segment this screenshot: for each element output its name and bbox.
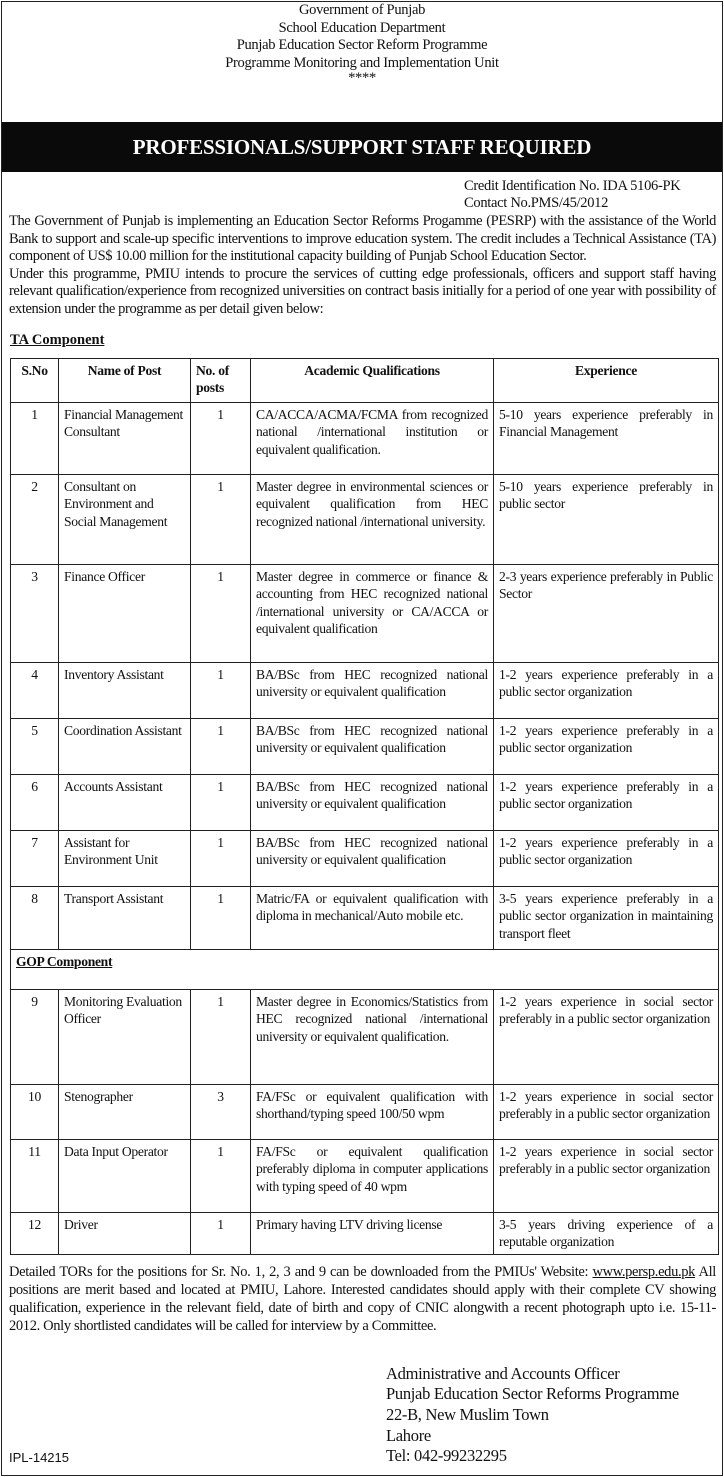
- posts-table: [10, 358, 719, 1255]
- table-row: [11, 564, 719, 662]
- signature-block: [386, 1364, 679, 1467]
- qualification: BA/BSc from HEC recognized national university or equivalent qualification: [251, 830, 494, 886]
- city: Lahore: [386, 1425, 431, 1445]
- qualification: BA/BSc from HEC recognized national university or equivalent qualification: [251, 662, 494, 718]
- title-banner: PROFESSIONALS/SUPPORT STAFF REQUIRED: [2, 122, 722, 172]
- qualification: BA/BSc from HEC recognized national university or equivalent qualification: [251, 774, 494, 830]
- serial-number: 6: [11, 774, 59, 830]
- ta-component-heading: TA Component: [10, 331, 105, 348]
- col-qualifications: Academic Qualifications: [251, 358, 494, 402]
- serial-number: 9: [11, 989, 59, 1084]
- experience: 1-2 years experience in social sector preferably in a public sector organization: [494, 1084, 719, 1139]
- post-count: 1: [191, 886, 251, 949]
- table-row: [11, 1139, 719, 1212]
- post-name: Stenographer: [59, 1084, 191, 1139]
- credit-id: Credit Identification No. IDA 5106-PK: [464, 178, 681, 194]
- post-name: Monitoring Evaluation Officer: [59, 989, 191, 1084]
- serial-number: 7: [11, 830, 59, 886]
- experience: 2-3 years experience preferably in Public Sector: [494, 564, 719, 662]
- gop-heading-row: [11, 949, 719, 989]
- serial-number: 12: [11, 1212, 59, 1254]
- post-count: 1: [191, 830, 251, 886]
- post-count: 1: [191, 474, 251, 564]
- post-count: 1: [191, 564, 251, 662]
- organization: Punjab Education Sector Reforms Programme: [386, 1384, 679, 1404]
- table-row: [11, 830, 719, 886]
- ad-code: IPL-14215: [9, 1449, 69, 1465]
- address: 22-B, New Muslim Town: [386, 1404, 549, 1424]
- post-name: Accounts Assistant: [59, 774, 191, 830]
- experience: 1-2 years experience in social sector preferably in a public sector organization: [494, 989, 719, 1084]
- header-line: Government of Punjab: [298, 2, 426, 18]
- post-name: Transport Assistant: [59, 886, 191, 949]
- experience: 1-2 years experience in social sector preferably in a public sector organization: [494, 1139, 719, 1212]
- table-row: [11, 474, 719, 564]
- post-name: Driver: [59, 1212, 191, 1254]
- qualification: BA/BSc from HEC recognized national university or equivalent qualification: [251, 718, 494, 774]
- qualification: Master degree in Economics/Statistics from HEC recognized national /international university or equivalent qualification.: [251, 989, 494, 1084]
- table-row: [11, 989, 719, 1084]
- table-row: [11, 662, 719, 718]
- header-stars: ****: [348, 70, 376, 86]
- intro-paragraph: Under this programme, PMIU intends to procure the services of cutting edge professionals, officers and support staff having relevant qualification/experience from recognized universities on contract basis initially for a period of one year with possibility of extension under the programme as per detail given below:: [9, 265, 716, 317]
- post-count: 1: [191, 718, 251, 774]
- post-name: Coordination Assistant: [59, 718, 191, 774]
- telephone: Tel: 042-99232295: [386, 1446, 507, 1466]
- gop-component-heading: GOP Component: [16, 953, 113, 969]
- post-name: Consultant on Environment and Social Management: [59, 474, 191, 564]
- post-name: Financial Management Consultant: [59, 402, 191, 474]
- table-row: [11, 1212, 719, 1254]
- qualification: Matric/FA or equivalent qualification with diploma in mechanical/Auto mobile etc.: [251, 886, 494, 949]
- header-line: Programme Monitoring and Implementation Unit: [225, 54, 499, 71]
- post-count: 3: [191, 1084, 251, 1139]
- post-count: 1: [191, 1139, 251, 1212]
- qualification: CA/ACCA/ACMA/FCMA from recognized national /international institution or equivalent qualification.: [251, 402, 494, 474]
- qualification: FA/FSc or equivalent qualification with shorthand/typing speed 100/50 wpm: [251, 1084, 494, 1139]
- website-link[interactable]: www.persp.edu.pk: [592, 1263, 696, 1280]
- experience: 5-10 years experience preferably in Financial Management: [494, 402, 719, 474]
- serial-number: 2: [11, 474, 59, 564]
- table-row: [11, 1084, 719, 1139]
- post-count: 1: [191, 402, 251, 474]
- experience: 1-2 years experience preferably in a public sector organization: [494, 830, 719, 886]
- col-experience: Experience: [494, 358, 719, 402]
- serial-number: 11: [11, 1139, 59, 1212]
- table-row: [11, 718, 719, 774]
- post-name: Finance Officer: [59, 564, 191, 662]
- experience: 1-2 years experience preferably in a public sector organization: [494, 718, 719, 774]
- post-name: Assistant for Environment Unit: [59, 830, 191, 886]
- serial-number: 3: [11, 564, 59, 662]
- experience: 3-5 years driving experience of a reputable organization: [494, 1212, 719, 1254]
- signatory-title: Administrative and Accounts Officer: [386, 1363, 620, 1383]
- qualification: Master degree in commerce or finance & accounting from HEC recognized national /international university or CA/ACCA or equivalent qualification: [251, 564, 494, 662]
- reference-numbers: [9, 178, 716, 212]
- col-post: Name of Post: [59, 358, 191, 402]
- table-row: [11, 886, 719, 949]
- experience: 5-10 years experience preferably in public sector: [494, 474, 719, 564]
- col-sno: S.No: [11, 358, 59, 402]
- qualification: Primary having LTV driving license: [251, 1212, 494, 1254]
- post-count: 1: [191, 662, 251, 718]
- table-header-row: [11, 358, 719, 402]
- intro-text: [9, 213, 716, 319]
- post-name: Inventory Assistant: [59, 662, 191, 718]
- bottom-row: [9, 1364, 716, 1467]
- serial-number: 4: [11, 662, 59, 718]
- application-instructions: [9, 1263, 716, 1336]
- instructions-text: All positions are merit based and located at PMIU, Lahore. Interested candidates should apply with their complete CV showing qualification, experience in the relevant field, date of birth and copy of CNIC alongwith a recent photograph upto i.e. 15-11-2012. Only shortlisted candidates will be called for interview by a Committee.: [9, 1263, 716, 1335]
- col-posts: No. of posts: [191, 358, 251, 402]
- contact-no: Contact No.PMS/45/2012: [464, 195, 609, 211]
- table-row: [11, 774, 719, 830]
- post-count: 1: [191, 989, 251, 1084]
- intro-paragraph: The Government of Punjab is implementing an Education Sector Reforms Progamme (PESRP) with the assistance of the World Bank to support and scale-up specific interventions to improve education system. The credit includes a Technical Assistance (TA) component of US$ 10.00 million for the institutional capacity building of Punjab School Education Sector.: [9, 213, 716, 265]
- experience: 3-5 years experience preferably in a public sector organization in maintaining transport fleet: [494, 886, 719, 949]
- post-count: 1: [191, 1212, 251, 1254]
- serial-number: 10: [11, 1084, 59, 1139]
- qualification: FA/FSc or equivalent qualification preferably diploma in computer applications with typing speed of 40 wpm: [251, 1139, 494, 1212]
- header-line: Punjab Education Sector Reform Programme: [236, 37, 488, 53]
- instructions-text: Detailed TORs for the positions for Sr. No. 1, 2, 3 and 9 can be downloaded from the PMIUs' Website:: [9, 1263, 589, 1280]
- serial-number: 5: [11, 718, 59, 774]
- post-name: Data Input Operator: [59, 1139, 191, 1212]
- experience: 1-2 years experience preferably in a public sector organization: [494, 774, 719, 830]
- experience: 1-2 years experience preferably in a public sector organization: [494, 662, 719, 718]
- post-count: 1: [191, 774, 251, 830]
- serial-number: 1: [11, 402, 59, 474]
- qualification: Master degree in environmental sciences or equivalent qualification from HEC recognized national /international university.: [251, 474, 494, 564]
- serial-number: 8: [11, 886, 59, 949]
- table-row: [11, 402, 719, 474]
- header-line: School Education Department: [278, 19, 446, 36]
